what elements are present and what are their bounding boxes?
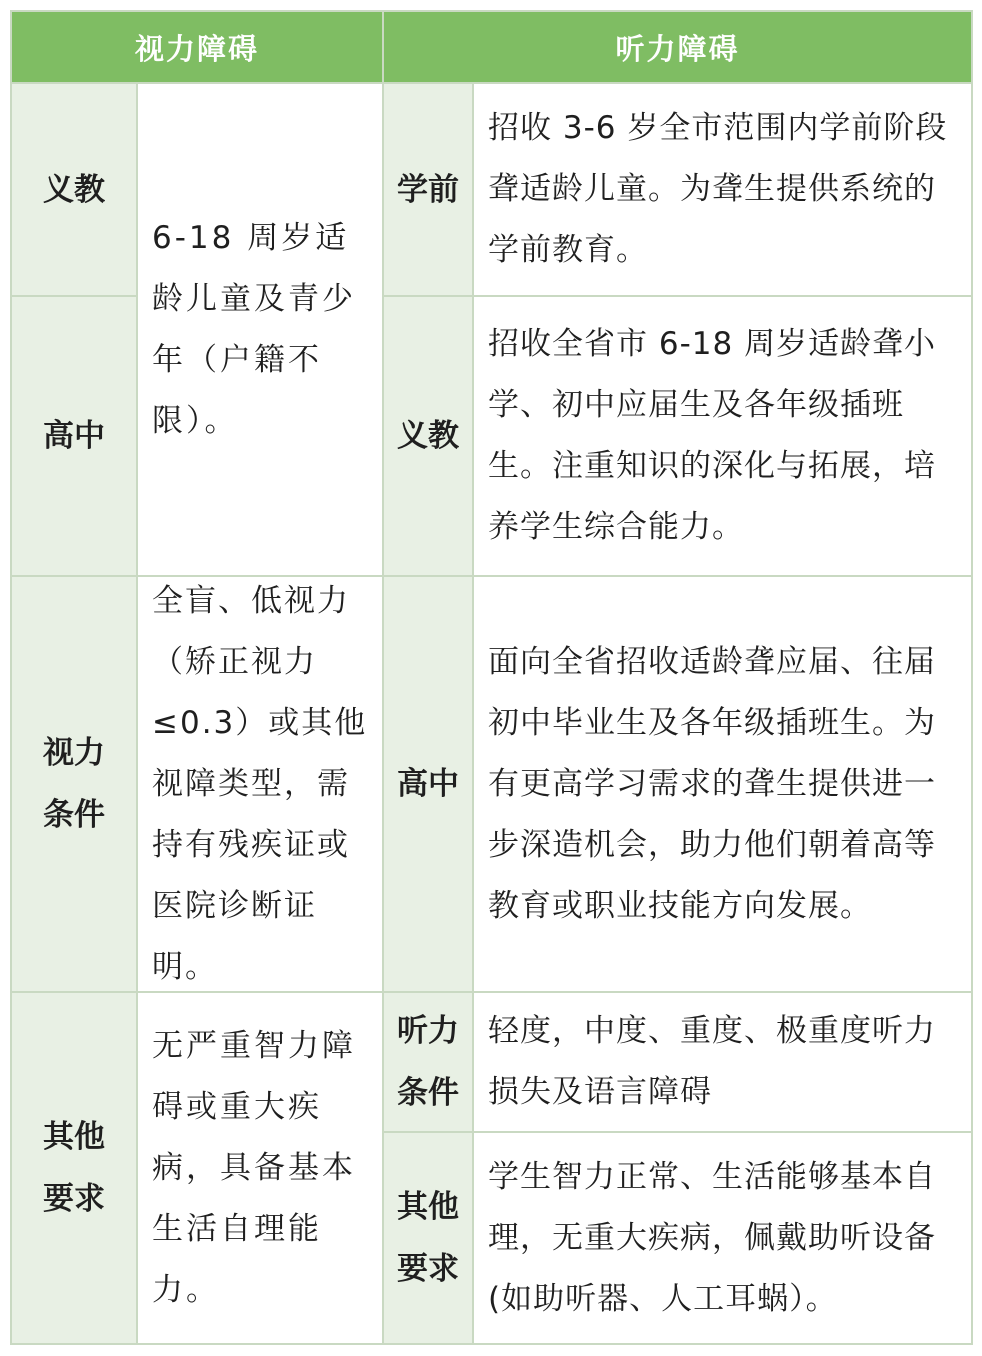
header-hearing: [384, 12, 971, 82]
hearing-preschool-content: 招收 3-6 岁全市范围内学前阶段聋适龄儿童。为聋生提供系统的学前教育。: [488, 110, 948, 268]
hearing-highschool-text: [474, 577, 971, 991]
visual-age-content: 6-18 周岁适龄儿童及青少年（户籍不限）。: [152, 219, 356, 439]
label-text: 义教: [43, 171, 105, 208]
label-text: 义教: [397, 418, 459, 454]
visual-label-condition: [12, 577, 136, 991]
visual-other-content: 无严重智力障碍或重大疾病，具备基本生活自理能力。: [152, 1027, 356, 1308]
hearing-other-content: 学生智力正常、生活能够基本自理，无重大疾病，佩戴助听设备(如助听器、人工耳蜗）。: [488, 1158, 936, 1317]
label-text: 其他 要求: [43, 1119, 105, 1217]
visual-other-text: [138, 993, 382, 1343]
header-hearing-text: 听力障碍: [615, 31, 740, 66]
hearing-label-other: [384, 1133, 472, 1343]
label-text: 高中: [43, 418, 105, 454]
label-text: 学前: [397, 171, 459, 208]
hearing-label-compulsory: [384, 297, 472, 575]
visual-label-other: [12, 993, 136, 1343]
hearing-label-condition: [384, 993, 472, 1131]
label-text: 视力 条件: [43, 735, 105, 833]
hearing-highschool-content: 面向全省招收适龄聋应届、往届初中毕业生及各年级插班生。为有更高学习需求的聋生提供进一步深造机会，助力他们朝着高等教育或职业技能方向发展。: [488, 643, 936, 924]
visual-age-text: [138, 84, 382, 575]
visual-condition-text: [138, 577, 382, 991]
header-visual-text: 视力障碍: [134, 31, 259, 66]
header-visual: [12, 12, 382, 82]
hearing-preschool-text: [474, 84, 971, 295]
label-text: 高中: [397, 766, 459, 802]
hearing-compulsory-content: 招收全省市 6-18 周岁适龄聋小学、初中应届生及各年级插班生。注重知识的深化与拓展，培养学生综合能力。: [488, 326, 937, 545]
visual-label-highschool: [12, 297, 136, 575]
hearing-label-preschool: [384, 84, 472, 295]
hearing-label-highschool: [384, 577, 472, 991]
hearing-condition-text: [474, 993, 971, 1131]
visual-label-compulsory: [12, 84, 136, 295]
label-text: 其他 要求: [397, 1189, 459, 1287]
label-text: 听力 条件: [397, 1013, 459, 1111]
visual-condition-content: 全盲、低视力（矫正视力≤0.3）或其他视障类型，需持有残疾证或医院诊断证明。: [152, 582, 368, 985]
hearing-other-text: [474, 1133, 971, 1343]
hearing-compulsory-text: [474, 297, 971, 575]
hearing-condition-content: 轻度，中度、重度、极重度听力损失及语言障碍: [488, 1013, 936, 1110]
